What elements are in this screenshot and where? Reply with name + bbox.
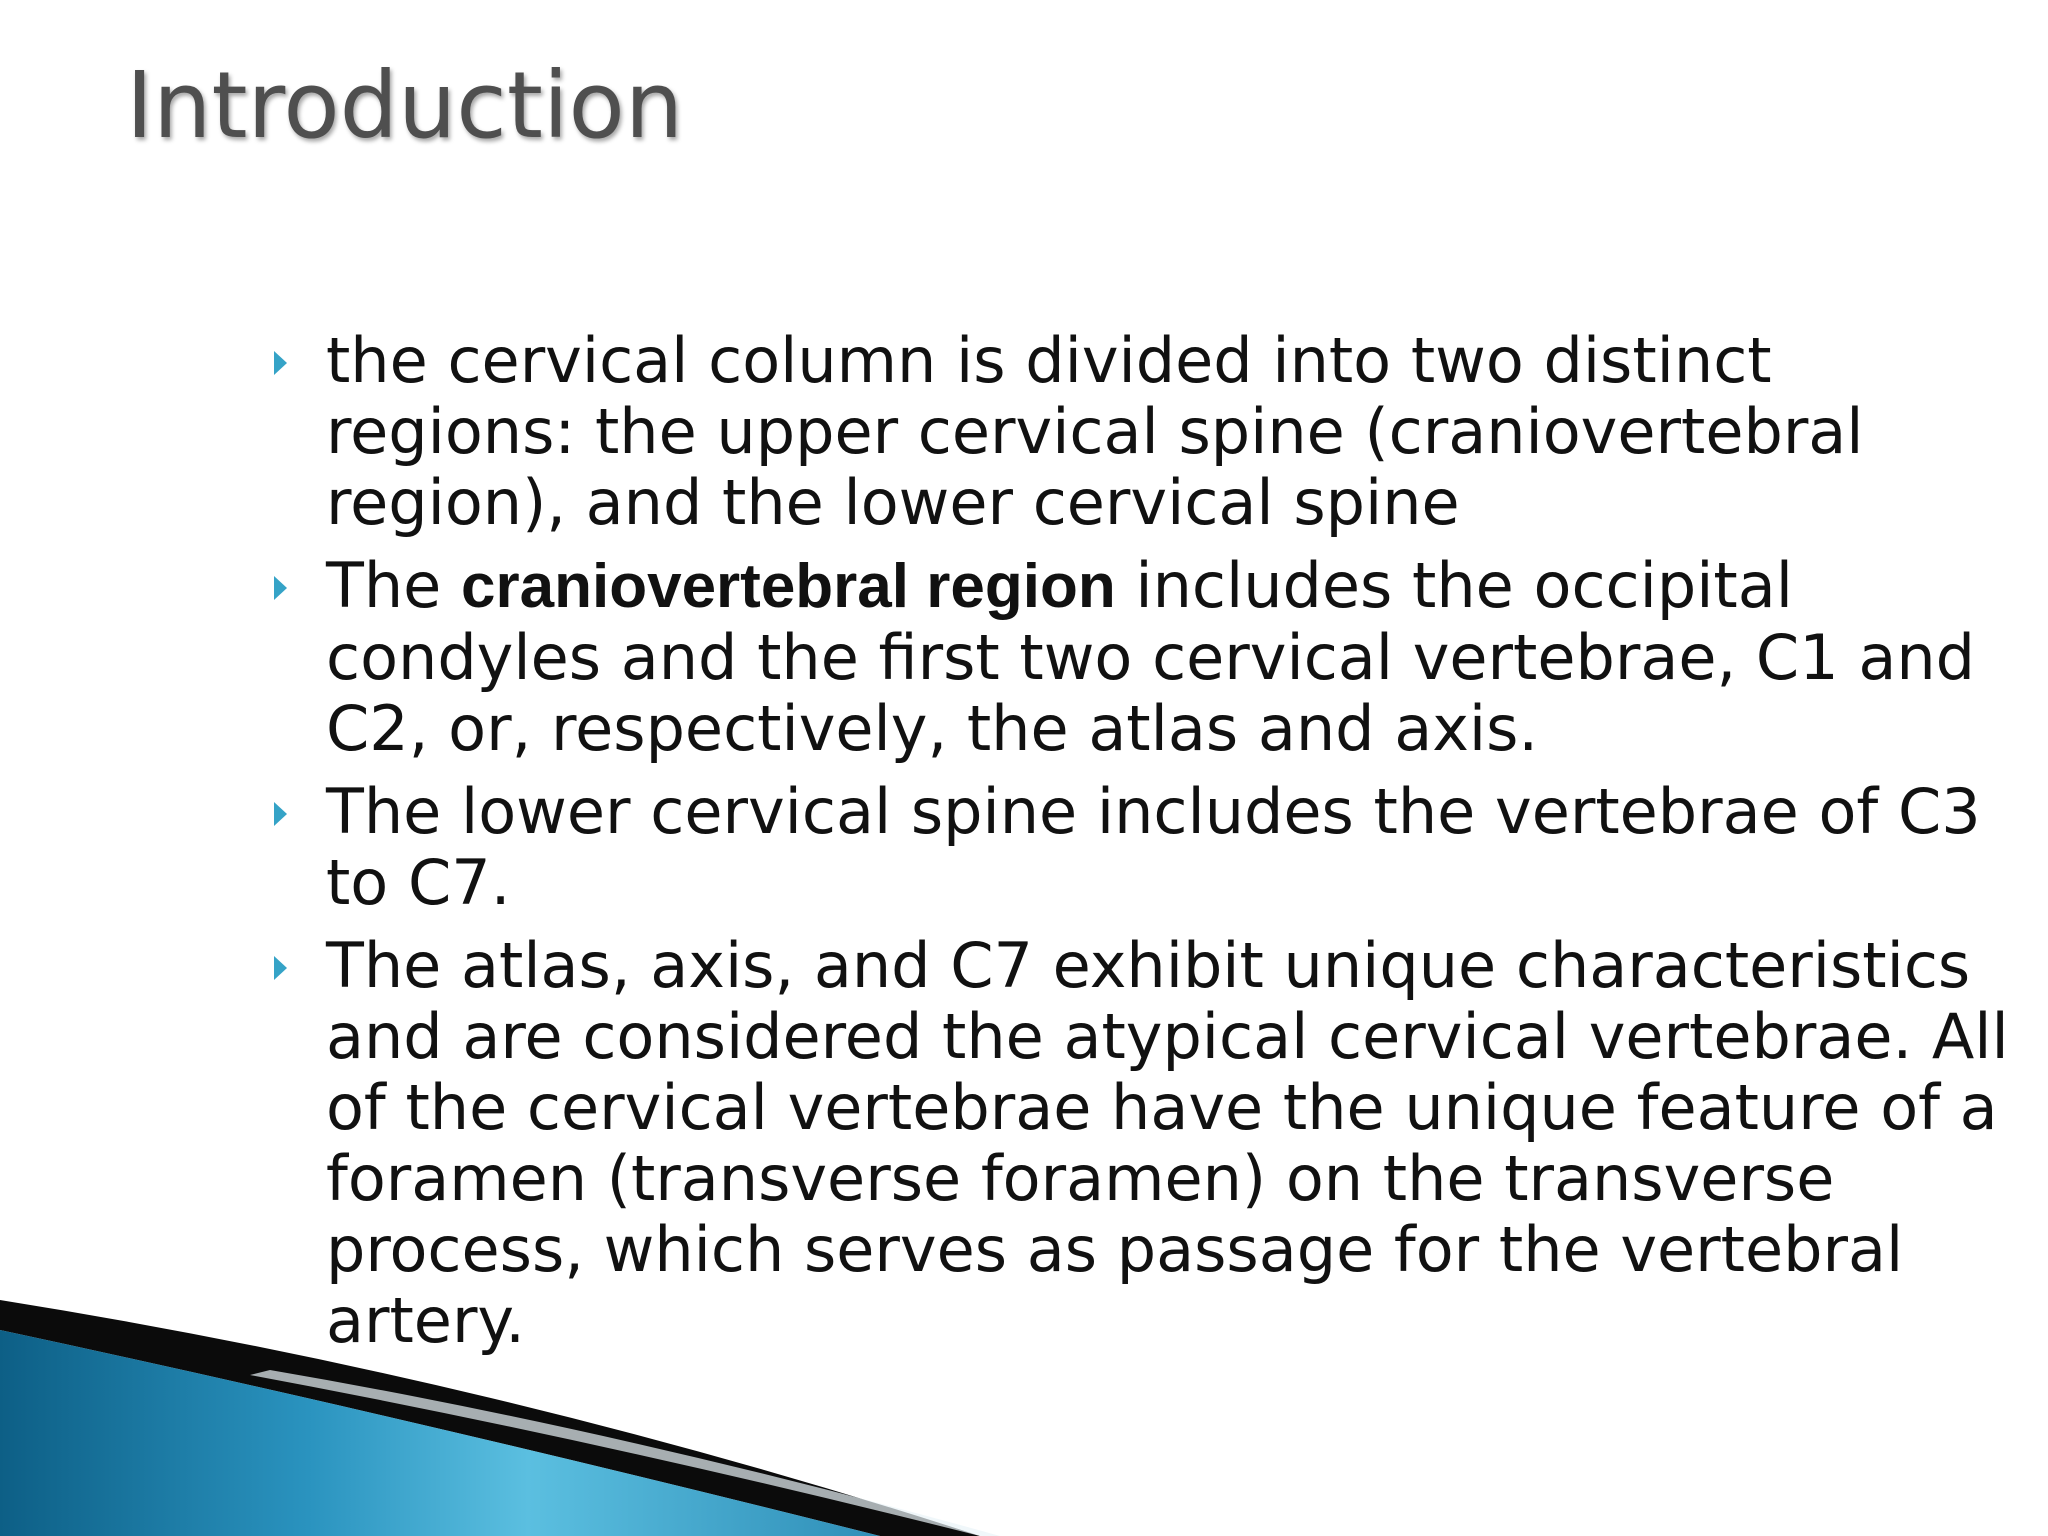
bullet-list xyxy=(269,325,2009,1368)
bullet-item xyxy=(269,325,2009,538)
bullet-text: The lower cervical spine includes the vertebrae of C3 to C7. xyxy=(326,775,1981,919)
triangle-right-icon xyxy=(274,802,287,826)
triangle-right-icon xyxy=(274,351,287,375)
bullet-text: the cervical column is divided into two distinct regions: the upper cervical spine (craniovertebral region), and the lower cervical spine xyxy=(326,324,1864,539)
bullet-item xyxy=(269,776,2009,918)
bullet-text: The atlas, axis, and C7 exhibit unique characteristics and are considered the atypical cervical vertebrae. All of the cervical vertebrae have the unique feature of a foramen (transverse foramen) on the transverse process, which serves as passage for the vertebral artery. xyxy=(326,929,2009,1357)
bullet-emphasis: craniovertebral region xyxy=(461,552,1116,621)
triangle-right-icon xyxy=(274,576,287,600)
bullet-item xyxy=(269,550,2009,764)
slide-title: Introduction xyxy=(126,52,684,159)
bullet-item xyxy=(269,930,2009,1356)
bullet-text-rest: includes the occipital condyles and the first two cervical vertebrae, C1 and C2, or, respectively, the atlas and axis. xyxy=(326,549,1975,765)
bullet-text-lead: The xyxy=(326,549,462,622)
triangle-right-icon xyxy=(274,956,287,980)
